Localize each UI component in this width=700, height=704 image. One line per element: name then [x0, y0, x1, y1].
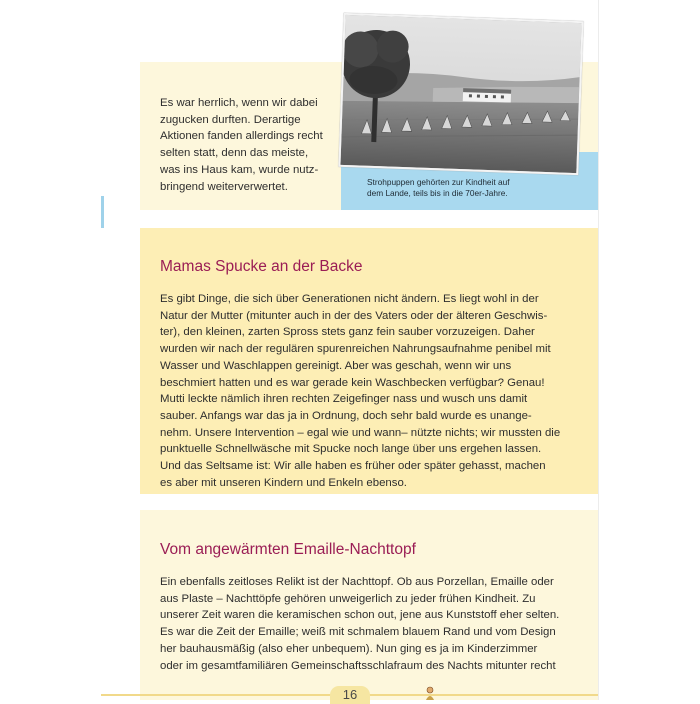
intro-line: bringend weiterverwertet.	[160, 180, 288, 193]
body-line: her bauhausmäßig (also eher unbequem). Nun ging es ja im Kinderzimmer	[160, 642, 538, 655]
caption-line: dem Lande, teils bis in die 70er-Jahre.	[367, 188, 508, 199]
section-title-nachttopf: Vom angewärmten Emaille-Nachttopf	[160, 541, 416, 558]
page-number: 16	[330, 686, 370, 704]
body-line: Ein ebenfalls zeitloses Relikt ist der Nachttopf. Ob aus Porzellan, Emaille oder	[160, 576, 554, 588]
body-line: ter), den kleinen, zarten Spross stets ganz fein sauber vorzuzeigen. Daher	[160, 326, 535, 339]
section-title-spucke: Mamas Spucke an der Backe	[160, 258, 363, 275]
photo-illustration	[340, 15, 581, 173]
straw-dolls-photo	[338, 13, 583, 175]
body-line: wurden wir nach der regulären spurenreichen Nahrungsaufnahme penibel mit	[160, 343, 551, 356]
body-line: Wasser und Waschlappen gereinigt. Aber was geschah, wenn wir uns	[160, 359, 512, 372]
photo-caption	[367, 177, 577, 199]
intro-line: Es war herrlich, wenn wir dabei	[160, 97, 318, 109]
body-line: Es gibt Dinge, die sich über Generationen nicht ändern. Es liegt wohl in der	[160, 293, 539, 305]
section-body-nachttopf	[160, 574, 570, 674]
body-line: nehm. Unsere Intervention – egal wie und wann– nützte nichts; wir mussten die	[160, 426, 561, 439]
body-line: Mutti leckte nämlich ihren rechten Zeigefinger nass und wusch uns damit	[160, 393, 528, 406]
body-line: Und das Seltsame ist: Wir alle haben es früher oder später gehasst, machen	[160, 460, 546, 473]
section-body-spucke	[160, 291, 570, 491]
body-line: aus Plaste – Nachttöpfe gehören unweigerlich zu jeder frühen Kindheit. Zu	[160, 592, 536, 605]
body-line: Natur der Mutter (mitunter auch in der des Vaters oder der älteren Geschwis-	[160, 309, 548, 322]
margin-accent	[101, 196, 104, 228]
body-line: sauber. Anfangs war das ja in Ordnung, doch sehr bald wurde es unange-	[160, 409, 532, 422]
body-line: unserer Zeit waren die keramischen schon out, jene aus Kunststoff eher selten.	[160, 609, 560, 622]
intro-line: zugucken durften. Derartige	[160, 113, 301, 126]
intro-line: Aktionen fanden allerdings recht	[160, 130, 323, 143]
body-line: punktuelle Schnellwäsche mit Spucke noch lange über uns ergehen lassen.	[160, 443, 542, 456]
body-line: es aber mit unseren Kindern und Enkeln ebenso.	[160, 476, 407, 489]
caption-line: Strohpuppen gehörten zur Kindheit auf	[367, 177, 510, 187]
intro-line: selten statt, denn das meiste,	[160, 147, 309, 160]
body-line: Es war die Zeit der Emaille; weiß mit schmalem blauem Rand und vom Design	[160, 626, 556, 639]
intro-paragraph	[160, 95, 325, 195]
body-line: beschmiert hatten und es war gerade kein Waschbecken verfügbar? Genau!	[160, 376, 545, 389]
intro-line: was ins Haus kam, wurde nutz-	[160, 163, 319, 176]
body-line: oder im gesamtfamiliären Gemeinschaftsschlafraum des Nachts mitunter recht	[160, 659, 556, 672]
mascot-icon	[423, 686, 437, 700]
